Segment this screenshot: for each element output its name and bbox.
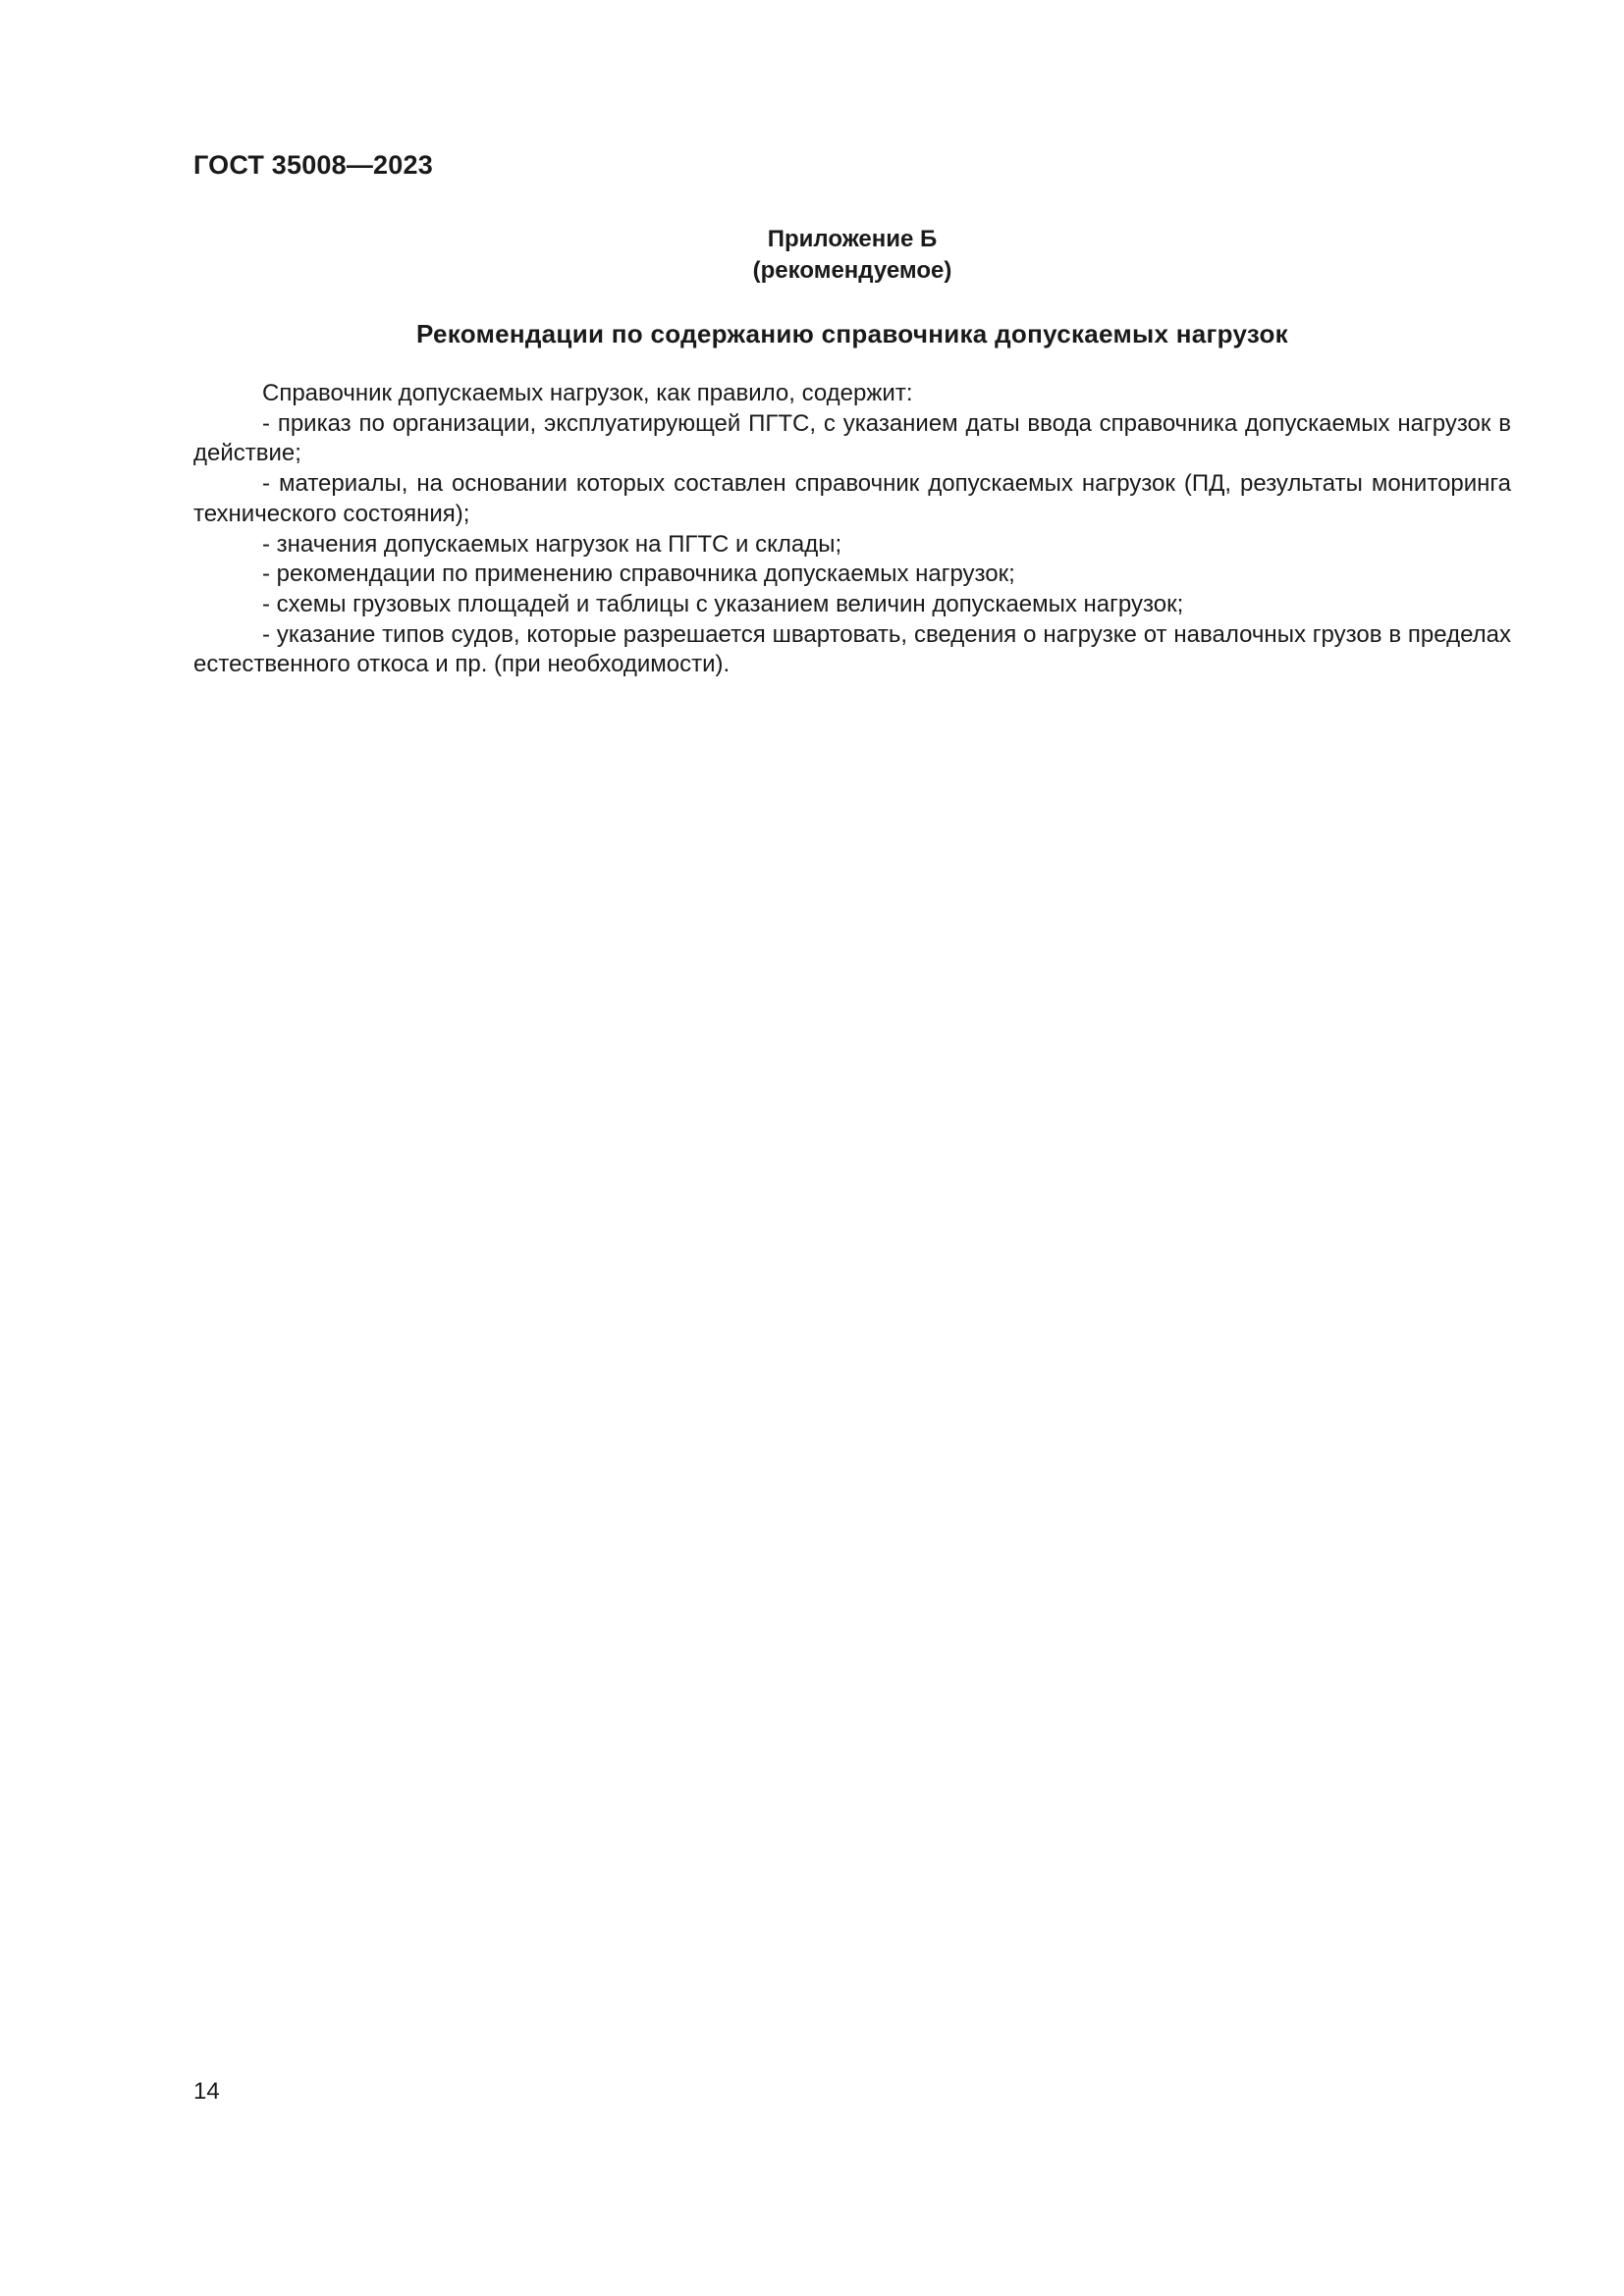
list-item: - схемы грузовых площадей и таблицы с указанием величин допускаемых нагрузок;: [262, 590, 1184, 617]
list-item: - приказ по организации, эксплуатирующей ПГТС, с указанием даты ввода справочника допускаемых нагрузок в действие;: [193, 409, 1511, 467]
annex-heading: [193, 224, 1511, 287]
body-text: [193, 379, 1511, 680]
annex-label: Приложение Б: [767, 226, 938, 252]
list-item: - рекомендации по применению справочника допускаемых нагрузок;: [262, 561, 1015, 588]
list-item: - указание типов судов, которые разрешается швартовать, сведения о нагрузке от навалочных грузов в пределах естественного откоса и пр. (при необходимости).: [193, 620, 1511, 678]
page-number: 14: [193, 2078, 220, 2105]
document-header: ГОСТ 35008—2023: [193, 150, 433, 180]
annex-title: Рекомендации по содержанию справочника допускаемых нагрузок: [416, 319, 1288, 348]
list-item: - значения допускаемых нагрузок на ПГТС и склады;: [262, 530, 842, 558]
list-item: - материалы, на основании которых составлен справочник допускаемых нагрузок (ПД, результаты мониторинга технического состояния);: [193, 470, 1511, 527]
intro-paragraph: Справочник допускаемых нагрузок, как правило, содержит:: [262, 380, 913, 406]
annex-status: (рекомендуемое): [752, 257, 952, 284]
